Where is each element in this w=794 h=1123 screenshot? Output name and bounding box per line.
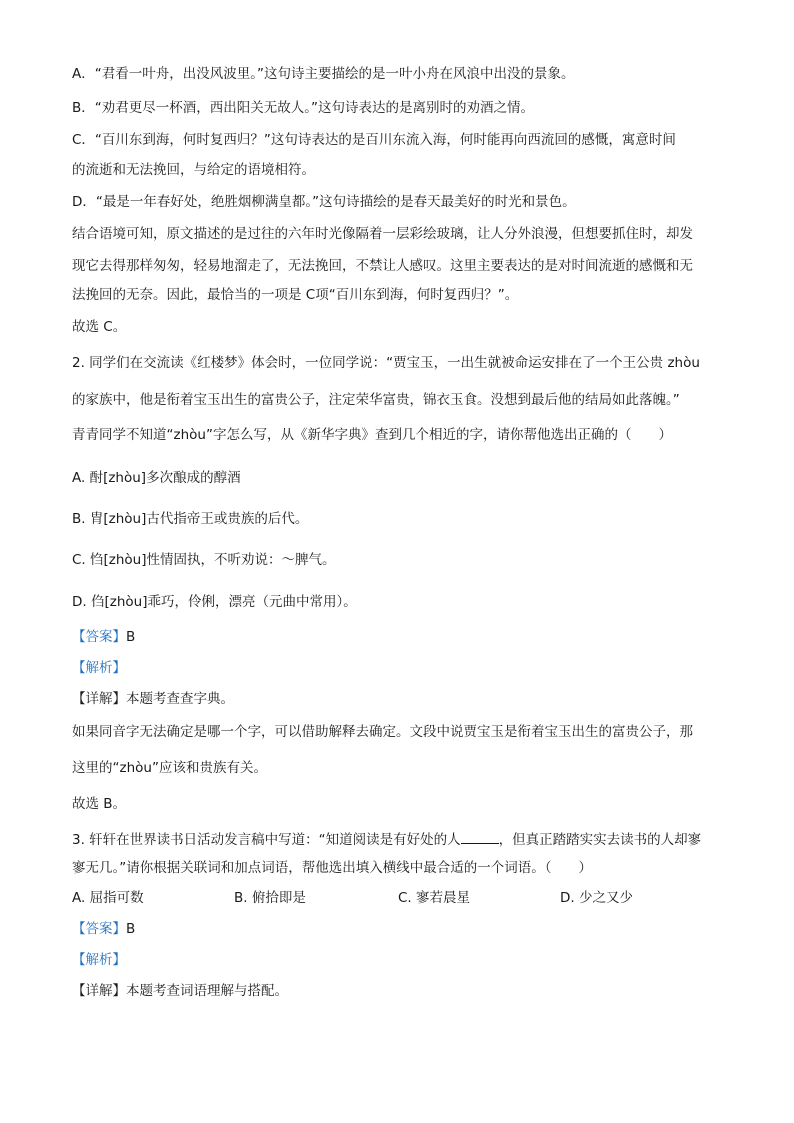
q2-option-b: B. 胄[zhòu]古代指帝王或贵族的后代。 bbox=[72, 511, 309, 527]
answer-label: 【答案】 bbox=[72, 629, 126, 645]
detail-text: 本题考查词语理解与搭配。 bbox=[126, 983, 288, 999]
q2-stem-line: 青青同学不知道“zhòu”字怎么写，从《新华字典》查到几个相近的字，请你帮他选出正确的（ ） bbox=[72, 427, 672, 443]
q2-option-d: D. 㑇[zhòu]乖巧，伶俐，漂亮（元曲中常用）。 bbox=[72, 594, 357, 610]
q3-option-c: C. 寥若晨星 bbox=[398, 890, 471, 906]
q1-conclusion: 故选 C。 bbox=[72, 319, 127, 335]
q1-option-b: B．“劝君更尽一杯酒，西出阳关无故人。”这句诗表达的是离别时的劝酒之情。 bbox=[72, 100, 534, 116]
q1-analysis-line: 结合语境可知，原文描述的是过往的六年时光像隔着一层彩绘玻璃，让人分外浪漫，但想要抓住时，却发 bbox=[72, 226, 693, 242]
answer-value: B bbox=[126, 629, 136, 645]
q2-stem-line: 的家族中，他是衔着宝玉出生的富贵公子，注定荣华富贵，锦衣玉食。没想到最后他的结局如此落魄。” bbox=[72, 392, 680, 408]
q2-explanation-line: 这里的“zhòu”应该和贵族有关。 bbox=[72, 760, 267, 776]
q3-detail bbox=[72, 980, 288, 1002]
analysis-label: 【解析】 bbox=[72, 660, 126, 676]
q2-option-a: A. 酎[zhòu]多次酿成的醇酒 bbox=[72, 470, 241, 486]
detail-label: 【详解】 bbox=[72, 691, 126, 707]
q3-option-a: A. 屈指可数 bbox=[72, 890, 144, 906]
q2-analysis-label bbox=[72, 657, 126, 679]
analysis-label: 【解析】 bbox=[72, 952, 126, 968]
q1-option-c-cont: 的流逝和无法挽回，与给定的语境相符。 bbox=[72, 162, 315, 178]
q3-option-d: D. 少之又少 bbox=[560, 890, 633, 906]
q1-option-c: C．“百川东到海，何时复西归？”这句诗表达的是百川东流入海，何时能再向西流回的感慨，寓意时间 bbox=[72, 132, 676, 148]
answer-value: B bbox=[126, 921, 136, 937]
q3-option-b: B. 俯拾即是 bbox=[234, 890, 306, 906]
q3-stem-line1: 3. 轩轩在世界读书日活动发言稿中写道：“知道阅读是有好处的人 ，但真正踏踏实实去读书的人却寥 bbox=[72, 832, 702, 848]
detail-text: 本题考查查字典。 bbox=[126, 691, 234, 707]
q2-answer bbox=[72, 626, 135, 648]
q2-option-c: C. 㤘[zhòu]性情固执，不听劝说：～脾气。 bbox=[72, 552, 336, 568]
q1-option-d: D．“最是一年春好处，绝胜烟柳满皇都。”这句诗描绘的是春天最美好的时光和景色。 bbox=[72, 194, 576, 210]
q2-conclusion: 故选 B。 bbox=[72, 796, 127, 812]
q1-option-a: A．“君看一叶舟，出没风波里。”这句诗主要描绘的是一叶小舟在风浪中出没的景象。 bbox=[72, 66, 575, 82]
q3-answer bbox=[72, 918, 135, 940]
q3-stem-line2: 寥无几。”请你根据关联词和加点词语，帮他选出填入横线中最合适的一个词语。（ ） bbox=[72, 860, 592, 876]
answer-label: 【答案】 bbox=[72, 921, 126, 937]
q2-explanation-line: 如果同音字无法确定是哪一个字，可以借助解释去确定。文段中说贾宝玉是衔着宝玉出生的富贵公子，那 bbox=[72, 724, 693, 740]
q3-options bbox=[72, 887, 722, 909]
q3-analysis-label bbox=[72, 949, 126, 971]
q2-detail bbox=[72, 688, 234, 710]
q1-analysis-line: 法挽回的无奈。因此，最恰当的一项是 C项“百川东到海，何时复西归？”。 bbox=[72, 287, 519, 303]
fill-blank bbox=[461, 831, 499, 844]
q2-stem-line: 2. 同学们在交流读《红楼梦》体会时，一位同学说：“贾宝玉，一出生就被命运安排在了一个王公贵 zhòu bbox=[72, 355, 700, 371]
q1-analysis-line: 现它去得那样匆匆，轻易地溜走了，无法挽回，不禁让人感叹。这里主要表达的是对时间流逝的感慨和无 bbox=[72, 258, 693, 274]
detail-label: 【详解】 bbox=[72, 983, 126, 999]
